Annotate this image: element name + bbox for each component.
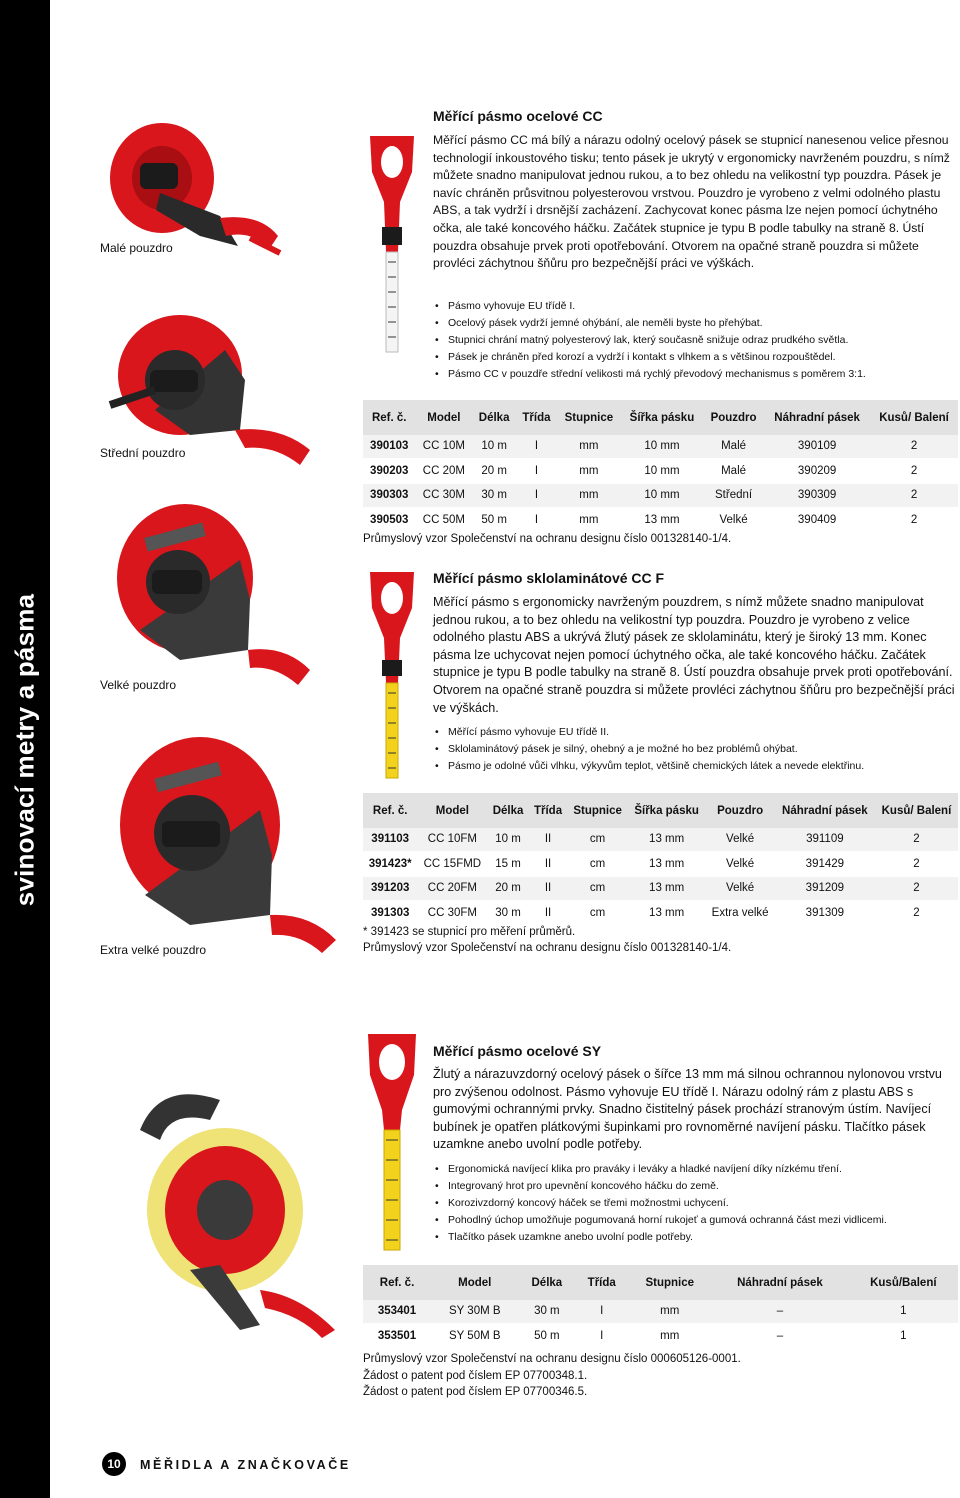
cell-qty: 2	[875, 852, 958, 877]
cell-scale: cm	[567, 828, 627, 852]
col-header: Pouzdro	[705, 793, 774, 828]
sy-open-reel-image	[100, 1080, 350, 1342]
cell-spare: –	[711, 1324, 848, 1349]
cell-class: I	[516, 508, 557, 533]
cell-scale: mm	[628, 1324, 711, 1349]
cell-qty: 1	[849, 1324, 958, 1349]
cell-model: CC 20FM	[417, 876, 487, 901]
cell-model: CC 20M	[415, 459, 472, 484]
cell-width: 13 mm	[628, 876, 706, 901]
cell-qty: 2	[875, 876, 958, 901]
cell-class: I	[575, 1324, 628, 1349]
cell-case: Extra velké	[705, 901, 774, 926]
cell-case: Velké	[703, 508, 764, 533]
cell-width: 13 mm	[628, 901, 706, 926]
col-header: Náhradní pásek	[764, 400, 870, 435]
cell-class: II	[529, 876, 568, 901]
section-description-sy: Žlutý a nárazuvzdorný ocelový pásek o šířce 13 mm má silnou ochrannou nylonovou vrstvu pro zvýšenou odolnost. Pásmo vyhovuje EU třídě I. Nárazu odolný rám z plastu ABS s gumovými ochrannými prvky. Snadno čistitelný pásek prochází stranovým ústím. Navíjecí bubínek je opatřen plátkovými šupinkami pro rovnoměrné navíjení pásku. Tlačítko pásek uzamkne anebo uvolní podle potřeby.	[433, 1067, 942, 1152]
col-header: Ref. č.	[363, 400, 415, 435]
list-item: • Pásmo vyhovuje EU třídě I.	[433, 298, 953, 315]
table-row	[363, 876, 958, 901]
cell-qty: 2	[870, 483, 958, 508]
cell-qty: 2	[870, 508, 958, 533]
cell-ref: 390503	[363, 508, 415, 533]
list-item: • Pásmo CC v pouzdře střední velikosti má rychlý převodový mechanismus s poměrem 3:1.	[433, 366, 953, 383]
table-row	[363, 1300, 958, 1324]
col-header: Třída	[516, 400, 557, 435]
cell-ref: 390303	[363, 483, 415, 508]
design-note-sy: Průmyslový vzor Společenství na ochranu designu číslo 000605126-0001.	[363, 1353, 741, 1365]
cell-class: II	[529, 852, 568, 877]
cell-class: I	[516, 435, 557, 459]
patent-note-2: Žádost o patent pod číslem EP 07700346.5.	[363, 1386, 588, 1398]
cell-scale: cm	[567, 876, 627, 901]
sidebar	[0, 0, 50, 1498]
cell-class: I	[516, 459, 557, 484]
list-item: • Pásek je chráněn před korozí a vydrží i kontakt s vlhkem a s většinou rozpouštědel.	[433, 349, 953, 366]
page-number: 10	[102, 1452, 126, 1476]
cell-case: Střední	[703, 483, 764, 508]
cell-width: 13 mm	[628, 828, 706, 852]
col-header: Náhradní pásek	[711, 1265, 848, 1300]
cell-spare: 391309	[775, 901, 875, 926]
cell-width: 13 mm	[621, 508, 703, 533]
cell-class: I	[516, 483, 557, 508]
caption-large-case: Velké pouzdro	[100, 678, 177, 692]
list-item: • Korozivzdorný koncový háček se třemi možnostmi uchycení.	[433, 1195, 953, 1212]
cell-spare: 391109	[775, 828, 875, 852]
cell-scale: mm	[557, 435, 621, 459]
cell-class: II	[529, 828, 568, 852]
cell-ref: 391203	[363, 876, 417, 901]
cell-spare: 391209	[775, 876, 875, 901]
cell-model: CC 10M	[415, 435, 472, 459]
col-header: Model	[431, 1265, 518, 1300]
cell-scale: cm	[567, 901, 627, 926]
section-title-ccf: Měřící pásmo sklolaminátové CC F	[433, 570, 665, 586]
col-header: Délka	[487, 793, 528, 828]
cell-case: Malé	[703, 459, 764, 484]
spec-table-cc	[363, 400, 958, 533]
table-row	[363, 828, 958, 852]
cell-length: 20 m	[472, 459, 516, 484]
col-header: Stupnice	[567, 793, 627, 828]
cell-spare: 390209	[764, 459, 870, 484]
cell-length: 10 m	[487, 828, 528, 852]
list-item: • Ergonomická navíjecí klika pro praváky i leváky a hladké navíjení díky nízkému tření.	[433, 1161, 953, 1178]
table-row	[363, 435, 958, 459]
table-row	[363, 508, 958, 533]
cell-ref: 390203	[363, 459, 415, 484]
cell-case: Velké	[705, 852, 774, 877]
cell-case: Velké	[705, 876, 774, 901]
list-item: • Sklolaminátový pásek je silný, ohebný a je možné ho bez problémů ohýbat.	[433, 741, 953, 758]
list-item: • Měřící pásmo vyhovuje EU třídě II.	[433, 724, 953, 741]
cell-width: 13 mm	[628, 852, 706, 877]
cell-model: CC 30FM	[417, 901, 487, 926]
col-header: Třída	[529, 793, 568, 828]
sidebar-label: svinovací metry a pásma	[9, 593, 40, 907]
list-item: • Pohodlný úchop umožňuje pogumovaná horní rukojeť a gumová ochranná část mezi vidlicemi.	[433, 1212, 953, 1229]
spec-table-ccf	[363, 793, 958, 926]
design-note-ccf: Průmyslový vzor Společenství na ochranu designu číslo 001328140-1/4.	[363, 942, 732, 954]
cell-model: CC 50M	[415, 508, 472, 533]
large-tape-reel-image	[100, 500, 315, 700]
table-row	[363, 483, 958, 508]
cell-width: 10 mm	[621, 435, 703, 459]
cell-spare: 390409	[764, 508, 870, 533]
col-header: Ref. č.	[363, 793, 417, 828]
feature-list-cc	[433, 298, 953, 383]
table-row	[363, 1324, 958, 1349]
col-header: Kusů/Balení	[849, 1265, 958, 1300]
section-title-cc: Měřící pásmo ocelové CC	[433, 108, 603, 124]
col-header: Kusů/ Balení	[875, 793, 958, 828]
cell-scale: cm	[567, 852, 627, 877]
cell-length: 30 m	[487, 901, 528, 926]
col-header: Model	[417, 793, 487, 828]
feature-list-ccf	[433, 724, 953, 775]
cell-class: II	[529, 901, 568, 926]
col-header: Ref. č.	[363, 1265, 431, 1300]
section-description-ccf: Měřící pásmo s ergonomicky navrženým pouzdrem, s nímž můžete snadno manipulovat jednou rukou, a to bez ohledu na velikostní typ pouzdra. Pouzdro je vyrobeno z velice odolného plastu ABS a ukrývá žlutý pásek ze sklolaminátu, který je široký 13 mm. Konec pásma lze uchycovat nejen pomocí úchytného očka, ale také koncového háčku. Začátek stupnice je typu B podle tabulky na straně 8. Ústí pouzdra obsahuje prvek proti opotřebování. Otvorem na opačné straně pouzdra si můžete provléci záchytnou šňůru pro bezpečnější práci ve výškách.	[433, 595, 955, 715]
footnote-ccf: * 391423 se stupnicí pro měření průměrů.	[363, 926, 576, 938]
patent-note-1: Žádost o patent pod číslem EP 07700348.1.	[363, 1370, 588, 1382]
col-header: Stupnice	[557, 400, 621, 435]
col-header: Třída	[575, 1265, 628, 1300]
col-header: Model	[415, 400, 472, 435]
cell-width: 10 mm	[621, 459, 703, 484]
fiberglass-tape-frame-image	[362, 568, 422, 783]
cell-model: CC 10FM	[417, 828, 487, 852]
table-row	[363, 459, 958, 484]
cell-length: 20 m	[487, 876, 528, 901]
cell-class: I	[575, 1300, 628, 1324]
section-title-sy: Měřící pásmo ocelové SY	[433, 1043, 602, 1059]
list-item: • Stupnici chrání matný polyesterový lak, který současně snižuje odraz prudkého světla.	[433, 332, 953, 349]
cell-width: 10 mm	[621, 483, 703, 508]
cell-length: 30 m	[518, 1300, 575, 1324]
design-note-cc: Průmyslový vzor Společenství na ochranu designu číslo 001328140-1/4.	[363, 533, 732, 545]
col-header: Šířka pásku	[628, 793, 706, 828]
cell-qty: 2	[875, 828, 958, 852]
cell-model: CC 30M	[415, 483, 472, 508]
cell-length: 30 m	[472, 483, 516, 508]
cell-ref: 391303	[363, 901, 417, 926]
cell-spare: 390309	[764, 483, 870, 508]
sy-tape-frame-image	[362, 1030, 422, 1255]
caption-xlarge-case: Extra velké pouzdro	[100, 943, 207, 957]
col-header: Délka	[472, 400, 516, 435]
col-header: Náhradní pásek	[775, 793, 875, 828]
list-item: • Pásmo je odolné vůči vlhku, výkyvům teplot, většině chemických látek a nevede elektřinu.	[433, 758, 953, 775]
cell-qty: 2	[875, 901, 958, 926]
cell-case: Velké	[705, 828, 774, 852]
cell-case: Malé	[703, 435, 764, 459]
cell-qty: 2	[870, 435, 958, 459]
col-header: Šířka pásku	[621, 400, 703, 435]
cell-spare: 390109	[764, 435, 870, 459]
steel-tape-frame-image	[362, 132, 422, 357]
table-row	[363, 852, 958, 877]
col-header: Pouzdro	[703, 400, 764, 435]
list-item: • Integrovaný hrot pro upevnění koncového háčku do země.	[433, 1178, 953, 1195]
cell-qty: 1	[849, 1300, 958, 1324]
caption-small-case: Malé pouzdro	[100, 241, 173, 255]
table-header-row	[363, 400, 958, 435]
footer-category-label: MĚŘIDLA A ZNAČKOVAČE	[140, 1458, 351, 1472]
table-row	[363, 901, 958, 926]
caption-medium-case: Střední pouzdro	[100, 446, 186, 460]
cell-model: SY 30M B	[431, 1300, 518, 1324]
feature-list-sy	[433, 1161, 953, 1246]
cell-scale: mm	[557, 459, 621, 484]
col-header: Kusů/ Balení	[870, 400, 958, 435]
cell-ref: 391423*	[363, 852, 417, 877]
table-header-row	[363, 1265, 958, 1300]
cell-qty: 2	[870, 459, 958, 484]
cell-spare: 391429	[775, 852, 875, 877]
cell-model: SY 50M B	[431, 1324, 518, 1349]
spec-table-sy	[363, 1265, 958, 1349]
col-header: Délka	[518, 1265, 575, 1300]
list-item: • Ocelový pásek vydrží jemné ohýbání, ale neměli byste ho přehýbat.	[433, 315, 953, 332]
cell-length: 15 m	[487, 852, 528, 877]
table-header-row	[363, 793, 958, 828]
cell-scale: mm	[557, 483, 621, 508]
list-item: • Tlačítko pásek uzamkne anebo uvolní podle potřeby.	[433, 1229, 953, 1246]
cell-scale: mm	[628, 1300, 711, 1324]
cell-length: 10 m	[472, 435, 516, 459]
cell-length: 50 m	[472, 508, 516, 533]
cell-model: CC 15FMD	[417, 852, 487, 877]
cell-ref: 390103	[363, 435, 415, 459]
cell-ref: 391103	[363, 828, 417, 852]
cell-spare: –	[711, 1300, 848, 1324]
col-header: Stupnice	[628, 1265, 711, 1300]
cell-ref: 353501	[363, 1324, 431, 1349]
cell-length: 50 m	[518, 1324, 575, 1349]
section-description-cc: Měřící pásmo CC má bílý a nárazu odolný ocelový pásek se stupnicí nanesenou velice přesnou technologií inkoustového tisku; tento pásek je ukrytý v ergonomicky navrženém pouzdru, s nímž můžete snadno manipulovat jednou rukou, a to bez ohledu na velikostní typ pouzdra. Pásek je navíc chráněn průsvitnou polyesterovou vrstvou. Pouzdro je vyrobeno z velmi odolného plastu ABS, a tak vydrží i drsnější zacházení. Zachycovat konec pásma lze nejen pomocí úchytného očka, ale také koncového háčku. Začátek stupnice je typu B podle tabulky na straně 8. Ústí pouzdra obsahuje prvek proti opotřebování. Otvorem na opačné straně pouzdra si můžete provléci záchytnou šňůru pro bezpečnější práci ve výškách.	[433, 133, 950, 271]
cell-ref: 353401	[363, 1300, 431, 1324]
cell-scale: mm	[557, 508, 621, 533]
